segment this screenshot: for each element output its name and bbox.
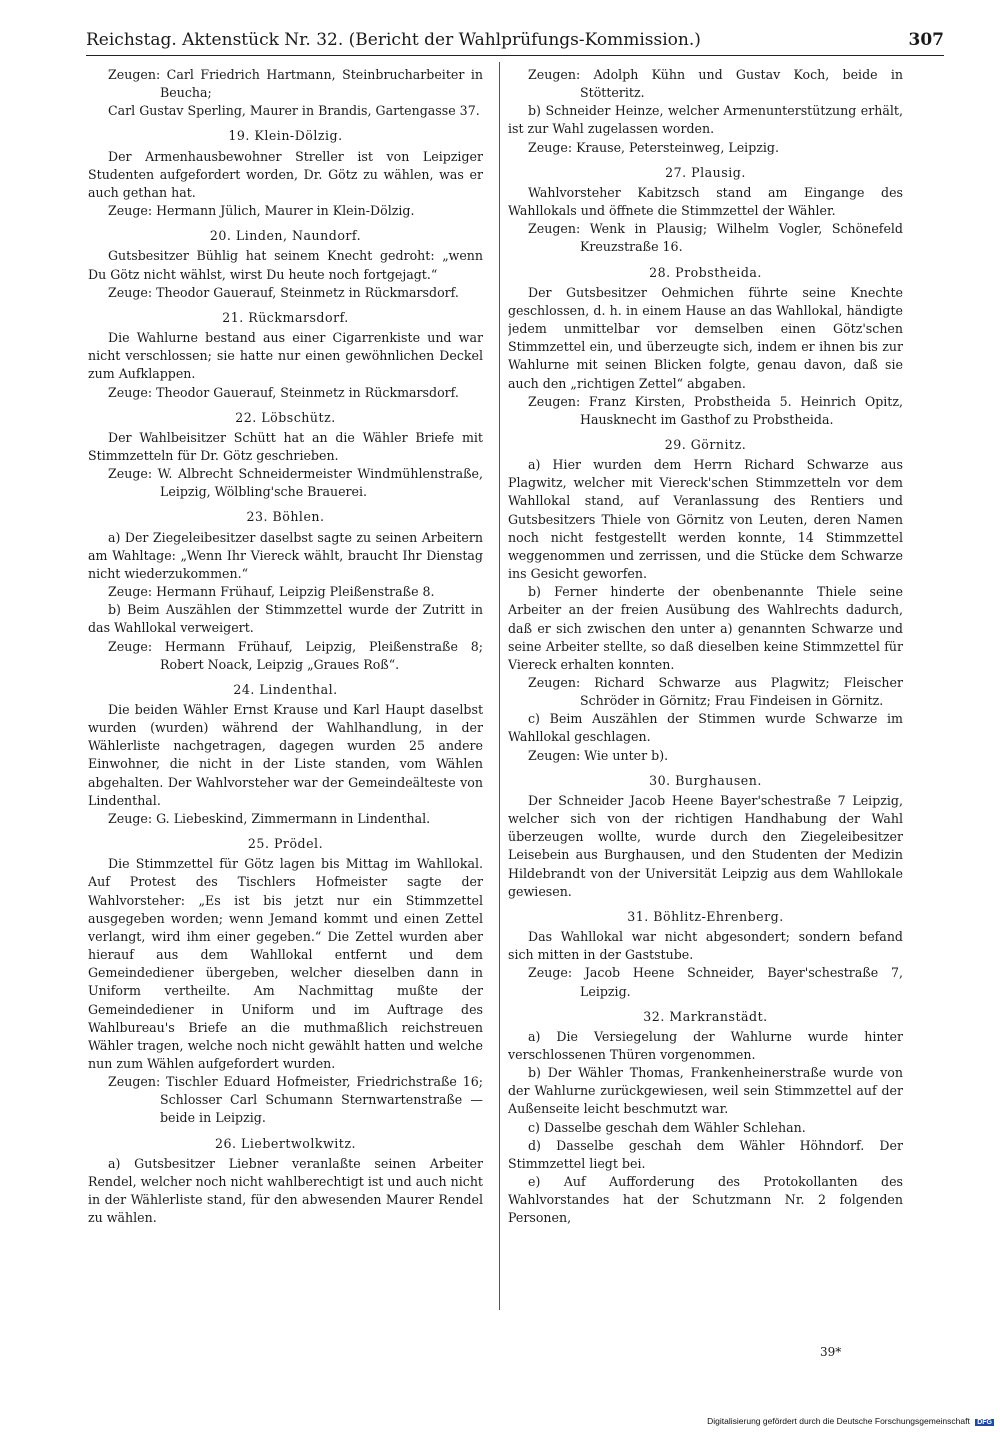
paragraph: e) Auf Aufforderung des Protokollanten des Wahlvorstandes hat der Schutzmann Nr. 2 folgenden Personen, (508, 1174, 903, 1226)
witness-line: Carl Gustav Sperling, Maurer in Brandis, Gartengasse 37. (108, 103, 480, 119)
section-heading: 23. Böhlen. (246, 509, 325, 525)
witness-line: Zeuge: Jacob Heene Schneider, Bayer'schestraße 7, Leipzig. (528, 965, 903, 999)
witness-line: Zeugen: Adolph Kühn und Gustav Koch, beide in Stötteritz. (528, 67, 903, 101)
sheet-signature: 39* (820, 1345, 842, 1359)
witness-line: Zeugen: Tischler Eduard Hofmeister, Friedrichstraße 16; Schlosser Carl Schumann Sternwartenstraße — beide in Leipzig. (108, 1074, 483, 1126)
paragraph: Der Schneider Jacob Heene Bayer'schestraße 7 Leipzig, welcher sich von der richtigen Handhabung der Wahl überzeugen wollte, wurde durch den Ziegeleibesitzer Leisebein aus Burghausen, und den Studenten der Medizin Hildebrandt von der Universität Leipzig aus dem Wahllokale gewiesen. (508, 792, 903, 899)
witness-line: Zeugen: Richard Schwarze aus Plagwitz; Fleischer Schröder in Görnitz; Frau Findeisen in Görnitz. (528, 675, 903, 709)
witness-line: Zeuge: G. Liebeskind, Zimmermann in Lindenthal. (108, 810, 431, 826)
witness-line: Zeuge: W. Albrecht Schneidermeister Windmühlenstraße, Leipzig, Wölbling'sche Brauerei. (108, 466, 483, 500)
paragraph: Das Wahllokal war nicht abgesondert; sondern befand sich mitten in der Gaststube. (508, 929, 903, 963)
paragraph: a) Die Versiegelung der Wahlurne wurde hinter verschlossenen Thüren vorgenommen. (508, 1028, 903, 1062)
witness-line: Zeugen: Franz Kirsten, Probstheida 5. Heinrich Opitz, Hausknecht im Gasthof zu Probstheida. (528, 393, 903, 427)
witness-line: Zeugen: Wenk in Plausig; Wilhelm Vogler, Schönefeld Kreuzstraße 16. (528, 221, 903, 255)
right-column (508, 66, 903, 1336)
witness-line: Zeuge: Hermann Jülich, Maurer in Klein-Dölzig. (108, 203, 415, 219)
paragraph: a) Gutsbesitzer Liebner veranlaßte seinen Arbeiter Rendel, welcher noch nicht wahlberechtigt ist und auch nicht in der Wählerliste stand, für den abwesenden Maurer Rendel zu wählen. (88, 1155, 483, 1226)
header-rule (86, 55, 944, 56)
section-heading: 29. Görnitz. (664, 436, 747, 452)
left-column (88, 66, 483, 1316)
witness-line: Zeuge: Theodor Gauerauf, Steinmetz in Rückmarsdorf. (108, 384, 459, 400)
paragraph: Gutsbesitzer Bühlig hat seinem Knecht gedroht: „wenn Du Götz nicht wählst, wirst Du heute noch fortgejagt.“ (88, 248, 483, 282)
running-header (86, 30, 944, 56)
paragraph: Der Gutsbesitzer Oehmichen führte seine Knechte geschlossen, d. h. in einem Hause an das Wahllokal, händigte jedem unmittelbar vor demselben einen Götz'schen Stimmzettel ein, und überzeugte sich, indem er ihnen bis zur Wahlurne mit seinen Blicken folgte, genau davon, daß sie auch den „richtigen Zettel“ abgaben. (508, 284, 903, 391)
paragraph: Die beiden Wähler Ernst Krause und Karl Haupt daselbst wurden (wurden) während der Wahlhandlung, in der Wählerliste nachgetragen, dagegen wurden 25 andere Einwohner, die nicht in der Liste standen, vom Wählen abgehalten. Der Wahlvorsteher war der Gemeindeälteste von Lindenthal. (88, 702, 483, 808)
section-heading: 30. Burghausen. (649, 772, 762, 788)
paragraph: Der Armenhausbewohner Streller ist von Leipziger Studenten aufgefordert worden, Dr. Götz zu wählen, was er auch gethan hat. (88, 148, 483, 200)
section-heading: 21. Rückmarsdorf. (222, 309, 349, 325)
paragraph: b) Der Wähler Thomas, Frankenheinerstraße wurde von der Wahlurne zurückgewiesen, weil sein Stimmzettel auf der Außenseite leicht beschmutzt war. (508, 1065, 903, 1117)
paragraph: Die Wahlurne bestand aus einer Cigarrenkiste und war nicht verschlossen; sie hatte nur einen gewöhnlichen Deckel zum Aufklappen. (88, 330, 483, 382)
witness-line: Zeuge: Krause, Petersteinweg, Leipzig. (528, 139, 779, 155)
paragraph: b) Beim Auszählen der Stimmzettel wurde der Zutritt in das Wahllokal verweigert. (88, 602, 483, 636)
paragraph: c) Dasselbe geschah dem Wähler Schlehan. (528, 1119, 806, 1135)
section-heading: 27. Plausig. (665, 164, 746, 180)
witness-line: Zeuge: Hermann Frühauf, Leipzig Pleißenstraße 8. (108, 584, 435, 600)
section-heading: 31. Böhlitz-Ehrenberg. (627, 908, 784, 924)
witness-line: Zeugen: Wie unter b). (528, 747, 669, 763)
section-heading: 32. Markranstädt. (643, 1008, 768, 1024)
paragraph: b) Ferner hinderte der obenbenannte Thiele seine Arbeiter an der freien Ausübung des Wahlrechts dadurch, daß er sich zwischen den unter a) genannten Schwarze und seine Arbeiter stellte, so daß dieselben keine Stimmzettel für Viereck erhalten konnten. (508, 584, 903, 672)
paragraph: a) Der Ziegeleibesitzer daselbst sagte zu seinen Arbeitern am Wahltage: „Wenn Ihr Viereck wählt, braucht Ihr Dienstag nicht wiederzukommen.“ (88, 529, 483, 581)
paragraph: b) Schneider Heinze, welcher Armenunterstützung erhält, ist zur Wahl zugelassen worden. (508, 103, 903, 137)
page-number: 307 (908, 30, 944, 50)
running-head-title: Reichstag. Aktenstück Nr. 32. (Bericht der Wahlprüfungs-Kommission.) (86, 30, 701, 50)
column-divider (499, 62, 500, 1310)
dfg-logo-icon: DFG (977, 1419, 992, 1426)
section-heading: 24. Lindenthal. (233, 681, 338, 697)
paragraph: c) Beim Auszählen der Stimmen wurde Schwarze im Wahllokal geschlagen. (508, 711, 903, 745)
witness-line: Zeuge: Hermann Frühauf, Leipzig, Pleißenstraße 8; Robert Noack, Leipzig „Graues Roß“. (108, 638, 483, 672)
footer-text: Digitalisierung gefördert durch die Deutsche Forschungsgemeinschaft (707, 1416, 970, 1426)
section-heading: 25. Prödel. (247, 836, 324, 852)
paragraph: Der Wahlbeisitzer Schütt hat an die Wähler Briefe mit Stimmzetteln für Dr. Götz geschrieben. (88, 429, 483, 463)
section-heading: 20. Linden, Naundorf. (209, 228, 362, 244)
paragraph: d) Dasselbe geschah dem Wähler Höhndorf. Der Stimmzettel liegt bei. (508, 1137, 903, 1171)
section-heading: 26. Liebertwolkwitz. (215, 1135, 356, 1151)
section-heading: 22. Löbschütz. (235, 409, 336, 425)
paragraph: Wahlvorsteher Kabitzsch stand am Eingange des Wahllokals und öffnete die Stimmzettel der Wähler. (508, 184, 903, 219)
witness-line: Zeuge: Theodor Gauerauf, Steinmetz in Rückmarsdorf. (108, 284, 459, 300)
witness-line: Zeugen: Carl Friedrich Hartmann, Steinbrucharbeiter in Beucha; (108, 67, 483, 101)
section-heading: 28. Probstheida. (649, 264, 762, 280)
footer-credit (707, 1416, 994, 1426)
paragraph: Die Stimmzettel für Götz lagen bis Mittag im Wahllokal. Auf Protest des Tischlers Hofmeister sagte der Wahlvorsteher: „Es ist bis jetzt nur ein Stimmzettel ausgegeben worden; wenn Jemand kommt und einen Zettel verlangt, wird ihm einer gegeben.“ Die Zettel wurden aber hierauf aus dem Wahllokal entfernt und dem Gemeindediener übergeben, welcher dieselben dann in Uniform vertheilte. Am Nachmittag mußte der Gemeindediener in Uniform und im Auftrage des Wahlbureau's Briefe an die muthmaßlich reichstreuen Wähler tragen, welche noch nicht gewählt hatten und welche nun zum Wählen aufgefordert wurden. (88, 856, 483, 1071)
paragraph: a) Hier wurden dem Herrn Richard Schwarze aus Plagwitz, welcher mit Viereck'schen Stimmzetteln vor dem Wahllokal stand, auf Veranlassung des Rentiers und Gutsbesitzers Thiele von Görnitz von Leuten, deren Namen noch nicht festgestellt werden konnte, 14 Stimmzettel weggenommen und zerrissen, und die Stücke dem Schwarze ins Gesicht geworfen. (508, 457, 903, 582)
section-heading: 19. Klein-Dölzig. (228, 128, 343, 144)
